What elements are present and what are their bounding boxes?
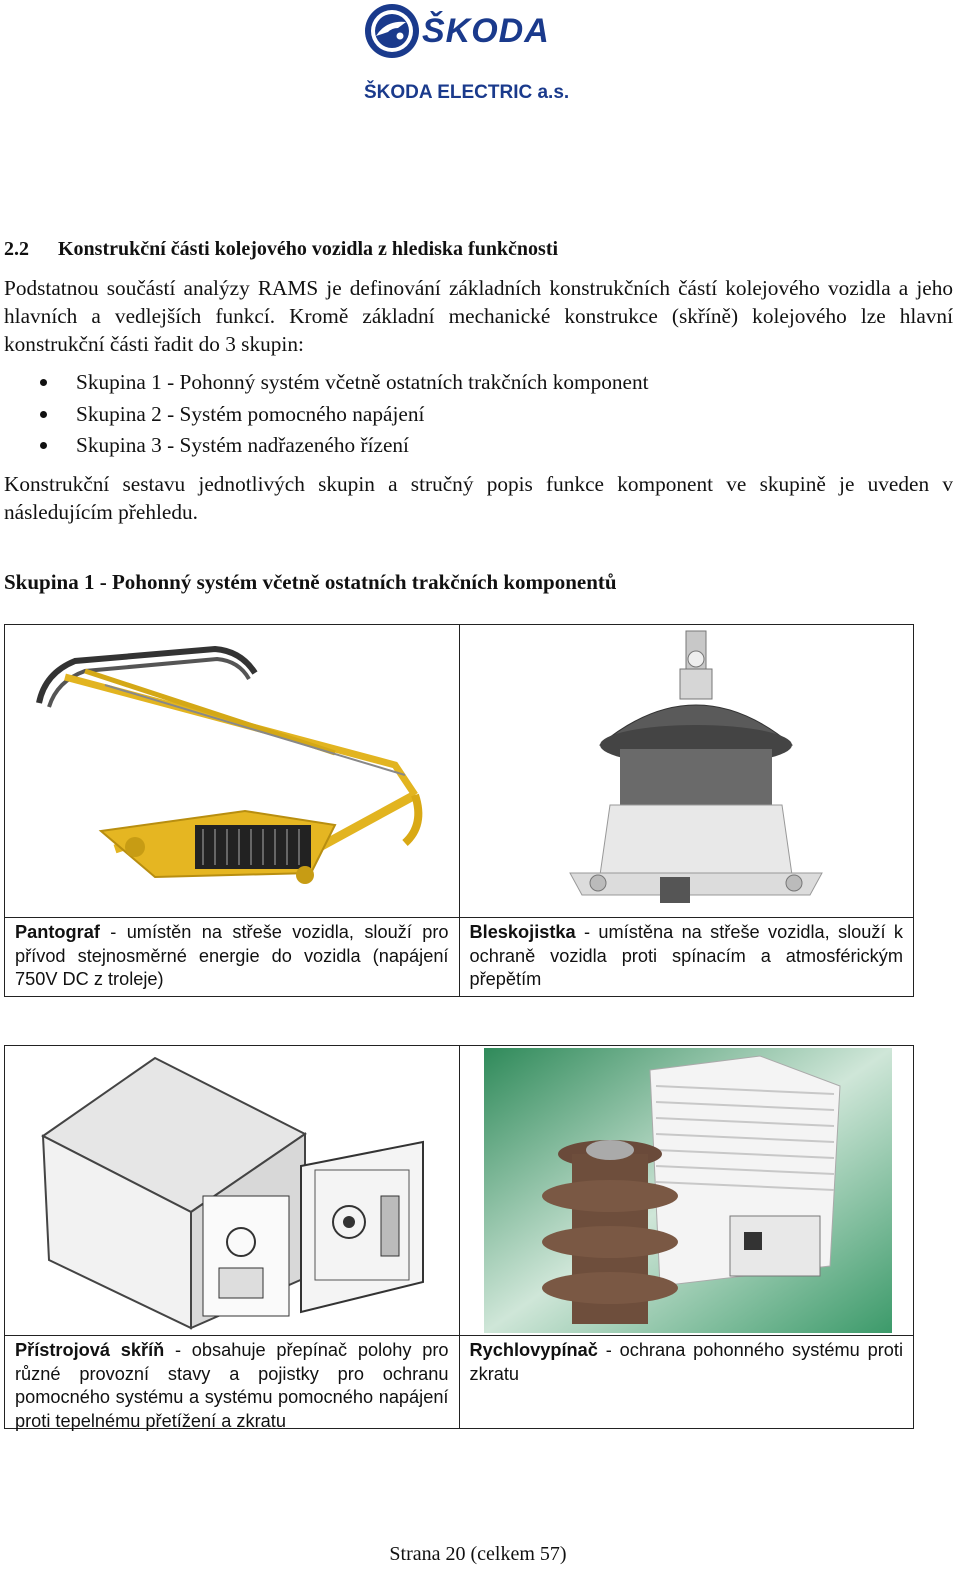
component-table-1	[4, 624, 914, 997]
bullet-icon	[40, 411, 47, 418]
image-cell	[5, 625, 460, 918]
bullet-icon	[40, 379, 47, 386]
image-cell	[459, 1046, 914, 1336]
component-table-2	[4, 1045, 914, 1429]
circuit-breaker-caption: Rychlovypínač - ochrana pohonného systému proti zkratu	[469, 1340, 903, 1384]
bullet-icon	[40, 442, 47, 449]
equipment-cabinet-image	[5, 1046, 454, 1335]
group-list	[40, 367, 649, 462]
pantograph-image	[5, 625, 454, 917]
page-footer: Strana 20 (celkem 57)	[389, 1543, 567, 1565]
equipment-cabinet-caption: Přístrojová skříň - obsahuje přepínač polohy pro různé provozní stavy a pojistky pro ochranu pomocného systému a systému pomocného napájení proti tepelnému přetížení a zkratu	[15, 1340, 449, 1431]
brand-wordmark: ŠKODA	[422, 12, 550, 50]
caption-cell	[5, 918, 460, 997]
section-title: Konstrukční části kolejového vozidla z hlediska funkčnosti	[58, 238, 559, 260]
section-heading	[4, 238, 558, 261]
pantograph-caption: Pantograf - umístěn na střeše vozidla, slouží pro přívod stejnosměrné energie do vozidla (napájení 750V DC z troleje)	[15, 922, 449, 989]
circuit-breaker-image	[460, 1046, 919, 1335]
image-cell	[5, 1046, 460, 1336]
list-item: Skupina 1 - Pohonný systém včetně ostatních trakčních komponent	[40, 367, 649, 399]
company-name: ŠKODA ELECTRIC a.s.	[364, 82, 570, 103]
list-item: Skupina 2 - Systém pomocného napájení	[40, 399, 649, 431]
caption-cell	[459, 918, 914, 997]
caption-cell	[459, 1336, 914, 1429]
caption-cell	[5, 1336, 460, 1429]
list-item: Skupina 3 - Systém nadřazeného řízení	[40, 430, 649, 462]
surge-arrester-image	[460, 625, 919, 917]
surge-arrester-caption: Bleskojistka - umístěna na střeše vozidla, slouží k ochraně vozidla proti spínacím a atmosférickým přepětím	[469, 922, 903, 989]
group1-heading: Skupina 1 - Pohonný systém včetně ostatních trakčních komponentů	[4, 570, 617, 594]
section-number: 2.2	[4, 238, 29, 260]
image-cell	[459, 625, 914, 918]
intro-paragraph: Podstatnou součástí analýzy RAMS je definování základních konstrukčních částí kolejového vozidla a jeho hlavních a vedlejších funkcí. Kromě základní mechanické konstrukce (skříně) kolejového lze hlavní konstrukční části řadit do 3 skupin:	[4, 276, 953, 356]
overview-paragraph: Konstrukční sestavu jednotlivých skupin a stručný popis funkce komponent ve skupině je uveden v následujícím přehledu.	[4, 472, 953, 524]
